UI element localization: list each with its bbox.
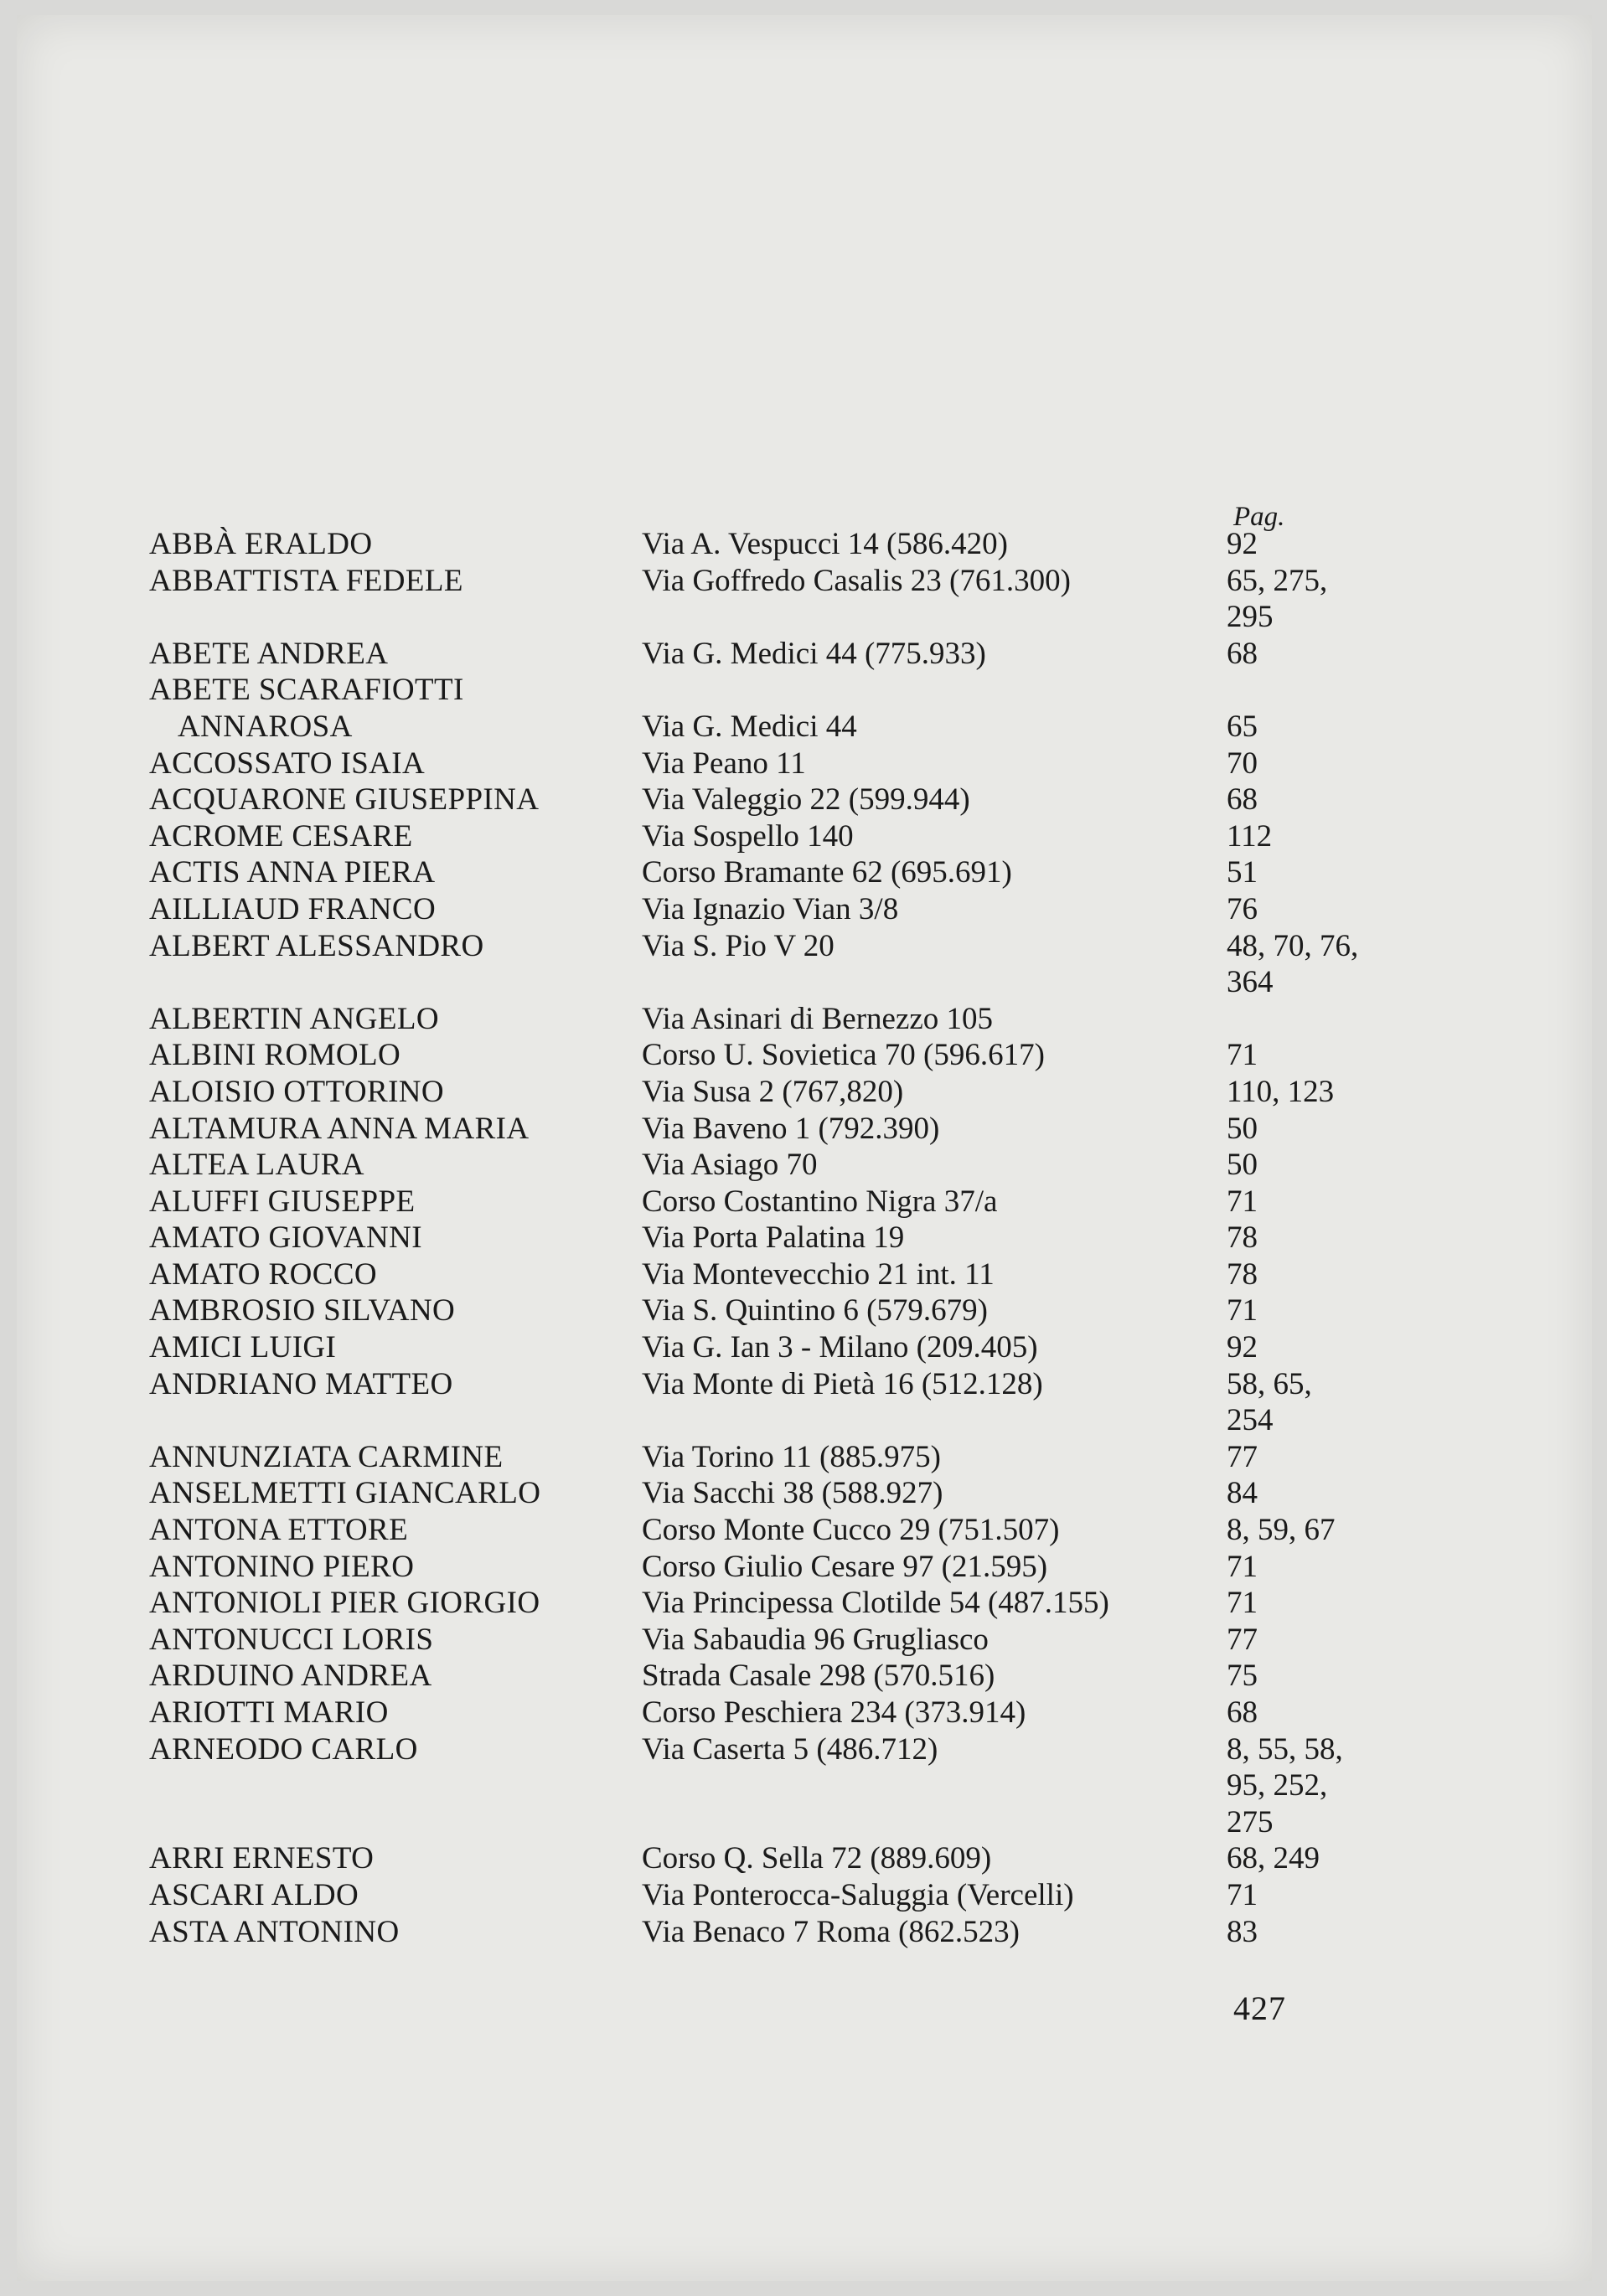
entry-name xyxy=(149,1585,540,1622)
entry-name-line: ALOISIO OTTORINO xyxy=(149,1074,445,1109)
entry-name-line: ANSELMETTI GIANCARLO xyxy=(149,1476,541,1511)
entry-page-ref: 76 xyxy=(1227,891,1258,926)
entry-name-line: ABETE SCARAFIOTTI xyxy=(149,673,464,708)
entry-name xyxy=(149,891,436,928)
entry-page-ref: 364 xyxy=(1227,965,1274,1000)
entry-address: Via Goffredo Casalis 23 (761.300) xyxy=(642,563,1071,598)
directory-entry xyxy=(149,1914,1406,1951)
entry-address: Via Sabaudia 96 Grugliasco xyxy=(642,1622,989,1657)
entry-name xyxy=(149,1292,455,1329)
entry-page-ref: 68 xyxy=(1227,782,1258,818)
entry-name xyxy=(149,1840,374,1877)
entry-page-ref: 295 xyxy=(1227,600,1274,635)
entry-name xyxy=(149,1731,418,1768)
entry-name-line: ALTAMURA ANNA MARIA xyxy=(149,1111,530,1146)
entry-name xyxy=(149,1549,414,1586)
entry-pages xyxy=(1227,1731,1394,1841)
entry-name-line: ANDRIANO MATTEO xyxy=(149,1366,453,1401)
entry-name-line: ACTIS ANNA PIERA xyxy=(149,855,436,890)
entry-pages xyxy=(1227,1658,1394,1695)
entry-pages xyxy=(1227,1439,1394,1476)
entry-address: Via Benaco 7 Roma (862.523) xyxy=(642,1914,1020,1949)
entry-name-line: ASCARI ALDO xyxy=(149,1877,359,1912)
directory-entry xyxy=(149,928,1406,1001)
entry-name xyxy=(149,526,373,563)
entry-name-line: ALBERT ALESSANDRO xyxy=(149,928,484,963)
directory-entry xyxy=(149,1549,1406,1586)
entry-name-line: AMBROSIO SILVANO xyxy=(149,1293,456,1329)
entry-pages xyxy=(1227,1840,1394,1877)
entry-address: Corso Bramante 62 (695.691) xyxy=(642,855,1012,890)
entry-address: Via Sospello 140 xyxy=(642,818,854,854)
entry-name xyxy=(149,746,425,782)
entry-name xyxy=(149,928,484,965)
entry-address: Via Ponterocca-Saluggia (Vercelli) xyxy=(642,1877,1074,1912)
entry-name-line: AMATO ROCCO xyxy=(149,1256,378,1292)
entry-pages xyxy=(1227,1037,1394,1074)
entry-name xyxy=(149,672,464,745)
page-sheet xyxy=(17,15,1592,2281)
entry-pages xyxy=(1227,1695,1394,1731)
entry-name-line: ANTONA ETTORE xyxy=(149,1513,409,1548)
directory-entry xyxy=(149,782,1406,818)
entry-address: Via Peano 11 xyxy=(642,746,806,781)
entry-name-line: ABBÀ ERALDO xyxy=(149,527,373,561)
entry-pages xyxy=(1227,1622,1394,1659)
entry-name xyxy=(149,1366,453,1403)
entry-name-line: ANTONIOLI PIER GIORGIO xyxy=(149,1586,540,1621)
entry-name xyxy=(149,854,436,891)
entry-address: Strada Casale 298 (570.516) xyxy=(642,1659,995,1694)
entry-name xyxy=(149,1074,444,1111)
entry-name xyxy=(149,1256,377,1293)
entry-name xyxy=(149,1111,530,1148)
entry-address: Via G. Medici 44 xyxy=(642,709,857,744)
entry-name xyxy=(149,1622,433,1659)
entry-page-ref: 65 xyxy=(1227,709,1258,744)
entry-page-ref: 48, 70, 76, xyxy=(1227,928,1359,963)
entry-pages xyxy=(1227,1914,1394,1951)
entry-pages xyxy=(1227,782,1394,818)
directory-list xyxy=(149,526,1406,1950)
directory-entry xyxy=(149,1439,1406,1476)
entry-name-line: ALUFFI GIUSEPPE xyxy=(149,1184,416,1219)
entry-address: Via Montevecchio 21 int. 11 xyxy=(642,1256,995,1292)
entry-address: Via Porta Palatina 19 xyxy=(642,1220,905,1256)
entry-pages xyxy=(1227,928,1394,1001)
entry-page-ref: 71 xyxy=(1227,1184,1258,1219)
directory-entry xyxy=(149,1512,1406,1549)
entry-address: Via A. Vespucci 14 (586.420) xyxy=(642,527,1008,561)
entry-address: Via Susa 2 (767,820) xyxy=(642,1074,904,1109)
entry-address: Via G. Ian 3 - Milano (209.405) xyxy=(642,1330,1038,1365)
entry-page-ref: 110, 123 xyxy=(1227,1074,1335,1109)
entry-address: Via S. Quintino 6 (579.679) xyxy=(642,1293,988,1329)
entry-pages xyxy=(1227,1220,1394,1256)
entry-name-line: ASTA ANTONINO xyxy=(149,1914,400,1949)
entry-pages xyxy=(1227,1074,1394,1111)
entry-page-ref: 71 xyxy=(1227,1293,1258,1329)
entry-name-line: ACCOSSATO ISAIA xyxy=(149,746,426,781)
directory-entry xyxy=(149,1877,1406,1914)
entry-pages xyxy=(1227,1147,1394,1184)
entry-address: Via Sacchi 38 (588.927) xyxy=(642,1476,943,1511)
directory-entry xyxy=(149,636,1406,673)
entry-name-line: ALTEA LAURA xyxy=(149,1148,364,1183)
entry-page-ref: 58, 65, xyxy=(1227,1366,1312,1401)
directory-entry xyxy=(149,1695,1406,1731)
entry-page-ref: 71 xyxy=(1227,1586,1258,1621)
entry-pages xyxy=(1227,1512,1394,1549)
entry-name xyxy=(149,818,413,855)
directory-entry xyxy=(149,746,1406,782)
entry-page-ref: 50 xyxy=(1227,1148,1258,1183)
entry-page-ref: 71 xyxy=(1227,1549,1258,1584)
entry-page-ref: 77 xyxy=(1227,1622,1258,1657)
entry-pages xyxy=(1227,1877,1394,1914)
entry-page-ref: 83 xyxy=(1227,1914,1258,1949)
entry-pages xyxy=(1227,1111,1394,1148)
entry-address: Via Principessa Clotilde 54 (487.155) xyxy=(642,1586,1109,1621)
entry-address: Corso Q. Sella 72 (889.609) xyxy=(642,1841,992,1876)
directory-entry xyxy=(149,1037,1406,1074)
entry-address: Corso Monte Cucco 29 (751.507) xyxy=(642,1513,1060,1548)
entry-name xyxy=(149,1512,408,1549)
entry-page-ref: 71 xyxy=(1227,1877,1258,1912)
entry-name-line: ABETE ANDREA xyxy=(149,636,389,671)
entry-name-line: ACROME CESARE xyxy=(149,818,413,854)
entry-address: Via S. Pio V 20 xyxy=(642,928,835,963)
entry-name xyxy=(149,1439,504,1476)
directory-entry xyxy=(149,1658,1406,1695)
entry-page-ref: 112 xyxy=(1227,818,1273,854)
directory-entry xyxy=(149,1585,1406,1622)
directory-entry xyxy=(149,1475,1406,1512)
entry-page-ref: 75 xyxy=(1227,1659,1258,1694)
entry-pages xyxy=(1227,818,1394,855)
entry-name xyxy=(149,1695,389,1731)
entry-address: Via G. Medici 44 (775.933) xyxy=(642,636,986,671)
directory-entry xyxy=(149,1001,1406,1038)
directory-entry xyxy=(149,1220,1406,1256)
directory-entry xyxy=(149,672,1406,745)
entry-page-ref: 68 xyxy=(1227,1695,1258,1730)
entry-pages xyxy=(1227,1549,1394,1586)
entry-page-ref: 77 xyxy=(1227,1439,1258,1474)
entry-page-ref: 8, 55, 58, xyxy=(1227,1731,1343,1767)
entry-name xyxy=(149,1147,364,1184)
entry-page-ref: 92 xyxy=(1227,1330,1258,1365)
entry-pages xyxy=(1227,1585,1394,1622)
entry-pages xyxy=(1227,526,1394,563)
entry-name xyxy=(149,1658,432,1695)
directory-entry xyxy=(149,1840,1406,1877)
entry-name-line: ARRI ERNESTO xyxy=(149,1841,375,1876)
entry-name xyxy=(149,1220,422,1256)
entry-address: Corso U. Sovietica 70 (596.617) xyxy=(642,1038,1045,1073)
entry-name xyxy=(149,563,463,600)
entry-name-line: ACQUARONE GIUSEPPINA xyxy=(149,782,540,818)
directory-entry xyxy=(149,1731,1406,1841)
entry-address: Corso Costantino Nigra 37/a xyxy=(642,1184,998,1219)
directory-entry xyxy=(149,1074,1406,1111)
entry-address: Via Torino 11 (885.975) xyxy=(642,1439,941,1474)
entry-address: Corso Peschiera 234 (373.914) xyxy=(642,1695,1026,1730)
directory-entry xyxy=(149,818,1406,855)
entry-pages xyxy=(1227,563,1394,636)
entry-name xyxy=(149,1914,400,1951)
entry-name-line: ALBINI ROMOLO xyxy=(149,1038,401,1073)
directory-entry xyxy=(149,1111,1406,1148)
entry-name-line: AILLIAUD FRANCO xyxy=(149,891,437,926)
entry-name-line: ARDUINO ANDREA xyxy=(149,1659,432,1694)
entry-address: Via Valeggio 22 (599.944) xyxy=(642,782,970,818)
entry-name-continuation: ANNAROSA xyxy=(178,709,353,744)
entry-address: Corso Giulio Cesare 97 (21.595) xyxy=(642,1549,1048,1584)
entry-page-ref: 68 xyxy=(1227,636,1258,671)
entry-pages xyxy=(1227,1184,1394,1220)
entry-pages xyxy=(1227,709,1394,746)
page-number: 427 xyxy=(1233,1989,1286,2027)
entry-page-ref: 68, 249 xyxy=(1227,1841,1320,1876)
entry-page-ref: 84 xyxy=(1227,1476,1258,1511)
directory-entry xyxy=(149,1256,1406,1293)
entry-address: Via Baveno 1 (792.390) xyxy=(642,1111,940,1146)
entry-page-ref: 50 xyxy=(1227,1111,1258,1146)
entry-name xyxy=(149,1475,540,1512)
entry-pages xyxy=(1227,891,1394,928)
entry-pages xyxy=(1227,636,1394,673)
entry-name xyxy=(149,1877,359,1914)
entry-name-line: AMICI LUIGI xyxy=(149,1330,337,1365)
entry-page-ref: 70 xyxy=(1227,746,1258,781)
directory-entry xyxy=(149,526,1406,563)
entry-page-ref: 78 xyxy=(1227,1256,1258,1292)
entry-page-ref: 65, 275, xyxy=(1227,563,1328,598)
entry-name xyxy=(149,1037,400,1074)
entry-page-ref: 275 xyxy=(1227,1804,1274,1839)
entry-name xyxy=(149,782,539,818)
entry-name-line: ARIOTTI MARIO xyxy=(149,1695,389,1730)
directory-entry xyxy=(149,1366,1406,1439)
entry-address: Via Asinari di Bernezzo 105 xyxy=(642,1001,994,1036)
entry-page-ref: 92 xyxy=(1227,527,1258,561)
entry-name xyxy=(149,1329,336,1366)
directory-entry xyxy=(149,1184,1406,1220)
entry-pages xyxy=(1227,1292,1394,1329)
entry-name-line: ANTONINO PIERO xyxy=(149,1549,415,1584)
directory-entry xyxy=(149,1147,1406,1184)
entry-name xyxy=(149,1001,439,1038)
entry-address: Via Asiago 70 xyxy=(642,1148,818,1183)
entry-name-line: ANNUNZIATA CARMINE xyxy=(149,1439,504,1474)
entry-page-ref: 95, 252, xyxy=(1227,1768,1328,1803)
entry-pages xyxy=(1227,1475,1394,1512)
entry-page-ref: 254 xyxy=(1227,1403,1274,1438)
entry-page-ref: 71 xyxy=(1227,1038,1258,1073)
entry-page-ref: 51 xyxy=(1227,855,1258,890)
entry-pages xyxy=(1227,1366,1394,1439)
directory-entry xyxy=(149,891,1406,928)
directory-entry xyxy=(149,1622,1406,1659)
entry-name xyxy=(149,1184,415,1220)
entry-name-line: ANTONUCCI LORIS xyxy=(149,1622,434,1657)
directory-entry xyxy=(149,1329,1406,1366)
entry-pages xyxy=(1227,854,1394,891)
entry-name-line: ABBATTISTA FEDELE xyxy=(149,563,463,598)
entry-name-line: AMATO GIOVANNI xyxy=(149,1220,422,1256)
entry-address: Via Monte di Pietà 16 (512.128) xyxy=(642,1366,1043,1401)
entry-page-ref: 8, 59, 67 xyxy=(1227,1513,1336,1548)
entry-name-line: ALBERTIN ANGELO xyxy=(149,1001,439,1036)
entry-address: Via Ignazio Vian 3/8 xyxy=(642,891,899,926)
entry-name-line: ARNEODO CARLO xyxy=(149,1731,418,1767)
entry-pages xyxy=(1227,1256,1394,1293)
directory-entry xyxy=(149,563,1406,636)
page-column-header: Pag. xyxy=(1233,502,1285,532)
directory-entry xyxy=(149,854,1406,891)
entry-page-ref: 78 xyxy=(1227,1220,1258,1256)
entry-name xyxy=(149,636,388,673)
directory-entry xyxy=(149,1292,1406,1329)
entry-address: Via Caserta 5 (486.712) xyxy=(642,1731,938,1767)
entry-pages xyxy=(1227,1329,1394,1366)
entry-pages xyxy=(1227,746,1394,782)
